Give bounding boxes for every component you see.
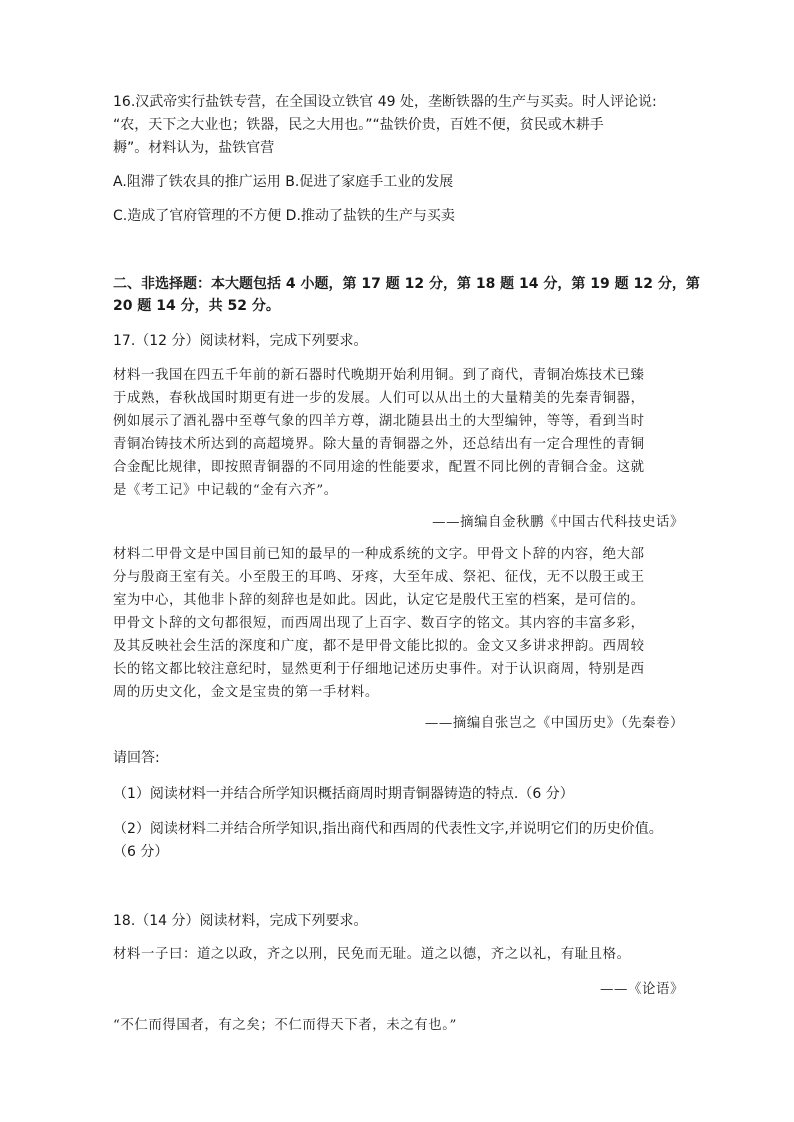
- q17-material1-line-2: 于成熟，春秋战国时期更有进一步的发展。人们可以从出土的大量精美的先秦青铜器，: [113, 391, 645, 406]
- q17-material1-line-4: 青铜冶铸技术所达到的高超境界。除大量的青铜器之外，还总结出有一定合理性的青铜: [113, 437, 645, 452]
- q17-sub2-line-2: （6 分）: [113, 844, 169, 860]
- q17-source1: ——摘编自金秋鹏《中国古代科技史话》: [432, 515, 684, 530]
- q17-material1-line-1: 材料一我国在四五千年前的新石器时代晚期开始利用铜。到了商代，青铜冶炼技术已臻: [113, 368, 645, 383]
- q18-intro: 18.（14 分）阅读材料，完成下列要求。: [113, 913, 368, 929]
- section2-heading-line-2: 20 题 14 分，共 52 分。: [113, 298, 280, 314]
- q16-stem-line-3: 耨”。材料认为，盐铁官营: [113, 140, 275, 156]
- q16-options-cd: C.造成了官府管理的不方便 D.推动了盐铁的生产与买卖: [113, 208, 455, 224]
- q17-material2-line-4: 甲骨文卜辞的文句都很短，而西周出现了上百字、数百字的铭文。其内容的丰富多彩，: [113, 616, 645, 631]
- q17-material1-line-6: 是《考工记》中记载的“金有六齐”。: [113, 483, 338, 498]
- q17-material1-line-3: 例如展示了酒礼器中至尊气象的四羊方尊，湖北随县出土的大型编钟，等等，看到当时: [113, 414, 645, 429]
- q18-quote: “不仁而得国者，有之矣；不仁而得天下者，未之有也。”: [113, 1018, 457, 1033]
- q17-material2-line-7: 周的历史文化，金文是宝贵的第一手材料。: [113, 685, 379, 700]
- q17-material2-line-1: 材料二甲骨文是中国目前已知的最早的一种成系统的文字。甲骨文卜辞的内容，绝大部: [113, 547, 645, 562]
- q17-material2-line-3: 室为中心，其他非卜辞的刻辞也是如此。因此，认定它是殷代王室的档案，是可信的。: [113, 593, 645, 608]
- section2-heading-line-1: 二、非选择题：本大题包括 4 小题，第 17 题 12 分，第 18 题 14 分，第 19 题 12 分，第: [113, 276, 700, 292]
- q17-material2-line-5: 及其反映社会生活的深度和广度，都不是甲骨文能比拟的。金文又多讲求押韵。西周较: [113, 639, 645, 654]
- q17-ask: 请回答:: [113, 750, 160, 766]
- q17-material2-line-2: 分与殷商王室有关。小至殷王的耳鸣、牙疼，大至年成、祭祀、征伐，无不以殷王或王: [113, 570, 645, 585]
- q16-stem-line-2: “农，天下之大业也；铁器，民之大用也。”“盐铁价贵，百姓不便，贫民或木耕手: [113, 117, 604, 133]
- q17-sub1: （1）阅读材料一并结合所学知识概括商周时期青铜器铸造的特点.（6 分）: [113, 786, 574, 802]
- q17-material1-line-5: 合金配比规律，即按照青铜器的不同用途的性能要求，配置不同比例的青铜合金。这就: [113, 460, 645, 475]
- q18-source1: ——《论语》: [600, 982, 684, 997]
- q17-sub2-line-1: （2）阅读材料二并结合所学知识,指出商代和西周的代表性文字,并说明它们的历史价值。: [113, 821, 663, 837]
- q16-options-ab: A.阻滞了铁农具的推广运用 B.促进了家庭手工业的发展: [113, 174, 454, 190]
- q18-material1: 材料一子曰：道之以政，齐之以刑，民免而无耻。道之以德，齐之以礼，有耻且格。: [113, 947, 631, 962]
- q17-material2-line-6: 长的铭文都比较注意纪时，显然更利于仔细地记述历史事件。对于认识商周，特别是西: [113, 662, 645, 677]
- q16-stem-line-1: 16.汉武帝实行盐铁专营，在全国设立铁官 49 处，垄断铁器的生产与买卖。时人评论说:: [113, 94, 657, 110]
- q17-source2: ——摘编自张岂之《中国历史》（先秦卷）: [424, 716, 684, 731]
- q17-intro: 17.（12 分）阅读材料，完成下列要求。: [113, 333, 368, 349]
